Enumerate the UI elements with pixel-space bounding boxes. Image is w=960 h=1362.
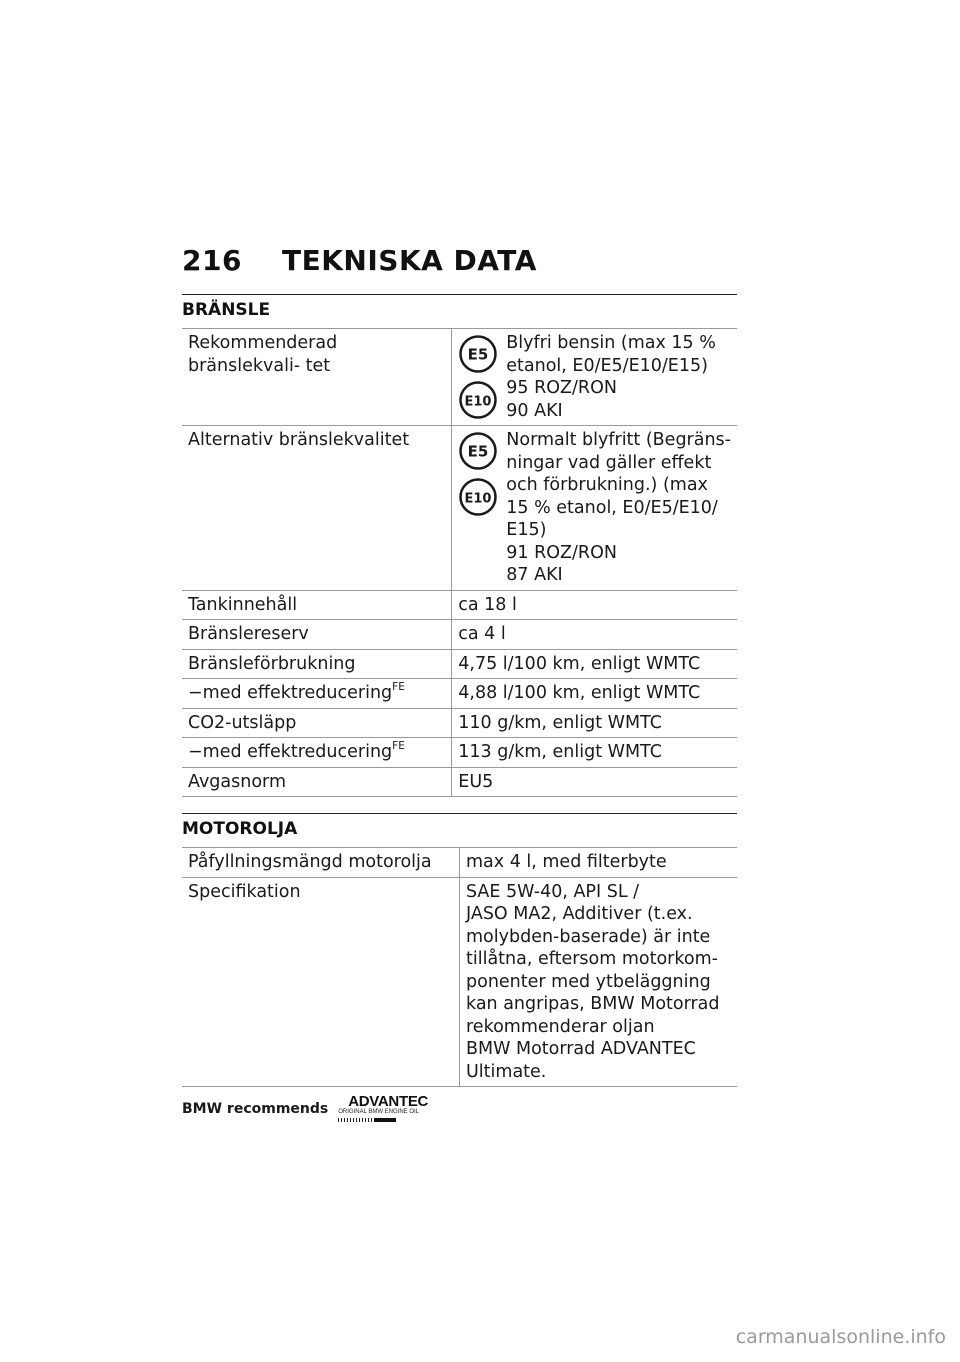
spec-value: EU5 [458, 771, 494, 792]
spec-value-cell [452, 708, 737, 738]
fuel-icon-label: E5 [467, 442, 489, 461]
fuel-icons [458, 429, 502, 517]
footer-recommendation [182, 1095, 438, 1127]
value-line: 90 AKI [506, 400, 563, 421]
oil-section-rule [182, 813, 737, 814]
spec-value-cell [452, 767, 737, 797]
page-number: 216 [182, 244, 242, 277]
table-row [182, 649, 737, 679]
spec-value: ca 4 l [458, 624, 506, 644]
value-line: rekommenderar oljan [466, 1016, 655, 1037]
spec-label-cell [182, 426, 452, 591]
fuel-icons [458, 332, 502, 420]
spec-label: Påfyllningsmängd motorolja [188, 852, 432, 872]
table-row [182, 620, 737, 650]
spec-value-cell [452, 329, 737, 426]
spec-label: CO2-utsläpp [188, 712, 297, 733]
fuel-icon-label: E10 [464, 491, 492, 507]
fuel-value [458, 429, 731, 587]
value-line: JASO MA2, Additiver (t.ex. [466, 904, 693, 924]
spec-value: 4,88 l/100 km, enligt WMTC [458, 683, 701, 703]
value-line: 91 ROZ/RON [506, 542, 617, 563]
spec-label-cell [182, 738, 452, 768]
table-row [182, 679, 737, 709]
table-row [182, 877, 737, 1087]
fuel-e10-icon [458, 380, 498, 420]
fuel-e10-icon [458, 477, 498, 517]
spec-label-cell [182, 767, 452, 797]
spec-label-cell [182, 679, 452, 709]
spec-value: 110 g/km, enligt WMTC [458, 712, 662, 733]
spec-label: Specifikation [188, 881, 301, 902]
spec-label: Alternativ bränslekvalitet [188, 430, 410, 450]
value-line: molybden-baserade) är inte [466, 926, 711, 947]
spec-value-cell [452, 738, 737, 768]
spec-value: ca 18 l [458, 594, 517, 615]
advantec-logo-bar [374, 1118, 396, 1122]
spec-label-cell [182, 708, 452, 738]
value-line: ningar vad gäller effekt [506, 452, 712, 473]
advantec-logo-sub: ORIGINAL BMW ENGINE OIL [338, 1109, 420, 1115]
spec-value-cell [452, 620, 737, 650]
table-row [182, 426, 737, 591]
fuel-e5-icon [458, 334, 498, 374]
spec-value-cell [452, 649, 737, 679]
table-row [182, 590, 737, 620]
table-row [182, 767, 737, 797]
spec-label-cell [182, 590, 452, 620]
spec-label: Bränsleförbrukning [188, 653, 356, 674]
oil-section-title: MOTOROLJA [182, 819, 298, 839]
spec-value: max 4 l, med filterbyte [466, 852, 667, 872]
footer-text: BMW recommends [182, 1101, 329, 1117]
fuel-section-title: BRÄNSLE [182, 300, 271, 320]
table-row [182, 848, 737, 878]
value-line: etanol, E0/E5/E10/E15) [506, 355, 708, 376]
spec-label-cell [182, 329, 452, 426]
spec-label-cell [182, 620, 452, 650]
footnote-marker: FE [392, 681, 405, 693]
value-line: ponenter med ytbeläggning [466, 971, 711, 992]
value-line: Normalt blyfritt (Begräns- [506, 430, 731, 450]
spec-value: 113 g/km, enligt WMTC [458, 742, 662, 762]
spec-value-cell [452, 679, 737, 709]
fuel-icon-label: E5 [467, 345, 489, 364]
fuel-value-text [506, 332, 716, 422]
advantec-logo [338, 1095, 438, 1127]
value-line: 87 AKI [506, 565, 563, 585]
spec-label: Tankinnehåll [188, 594, 298, 615]
chapter-title: TEKNISKA DATA [282, 244, 537, 277]
watermark: carmanualsonline.info [735, 1326, 946, 1348]
oil-spec-table [182, 847, 737, 1087]
value-line: kan angripas, BMW Motorrad [466, 994, 720, 1014]
table-row [182, 329, 737, 426]
spec-label-cell [182, 649, 452, 679]
footnote-marker: FE [392, 740, 405, 752]
value-line: BMW Motorrad ADVANTEC [466, 1039, 696, 1059]
spec-value: 4,75 l/100 km, enligt WMTC [458, 653, 701, 674]
fuel-section-rule [182, 294, 737, 295]
spec-label: Avgasnorm [188, 771, 286, 792]
value-line: SAE 5W-40, API SL / [466, 881, 640, 902]
fuel-spec-table [182, 328, 737, 797]
value-line: 15 % etanol, E0/E5/E10/ [506, 497, 718, 518]
table-row [182, 738, 737, 768]
spec-value-cell [452, 426, 737, 591]
value-line: 95 ROZ/RON [506, 378, 617, 398]
value-line: Ultimate. [466, 1061, 547, 1082]
advantec-logo-word: ADVANTEC [348, 1093, 429, 1110]
spec-label: −med effektreducering [188, 683, 393, 703]
value-line: Blyfri bensin (max 15 % [506, 333, 716, 353]
spec-value-cell [460, 877, 738, 1087]
spec-label: Rekommenderad bränslekvali- tet [188, 333, 338, 376]
spec-value-cell [452, 590, 737, 620]
fuel-value [458, 332, 731, 422]
value-line: och förbrukning.) (max [506, 475, 708, 495]
spec-label: Bränslereserv [188, 624, 309, 644]
fuel-e5-icon [458, 431, 498, 471]
fuel-value-text [506, 429, 731, 587]
spec-label-cell [182, 877, 460, 1087]
value-line: E15) [506, 520, 547, 540]
spec-value-cell [460, 848, 738, 878]
spec-label-cell [182, 848, 460, 878]
table-row [182, 708, 737, 738]
fuel-icon-label: E10 [464, 394, 492, 410]
value-line: tillåtna, eftersom motorkom- [466, 949, 718, 969]
spec-label: −med effektreducering [188, 742, 393, 762]
page-header [182, 244, 537, 277]
